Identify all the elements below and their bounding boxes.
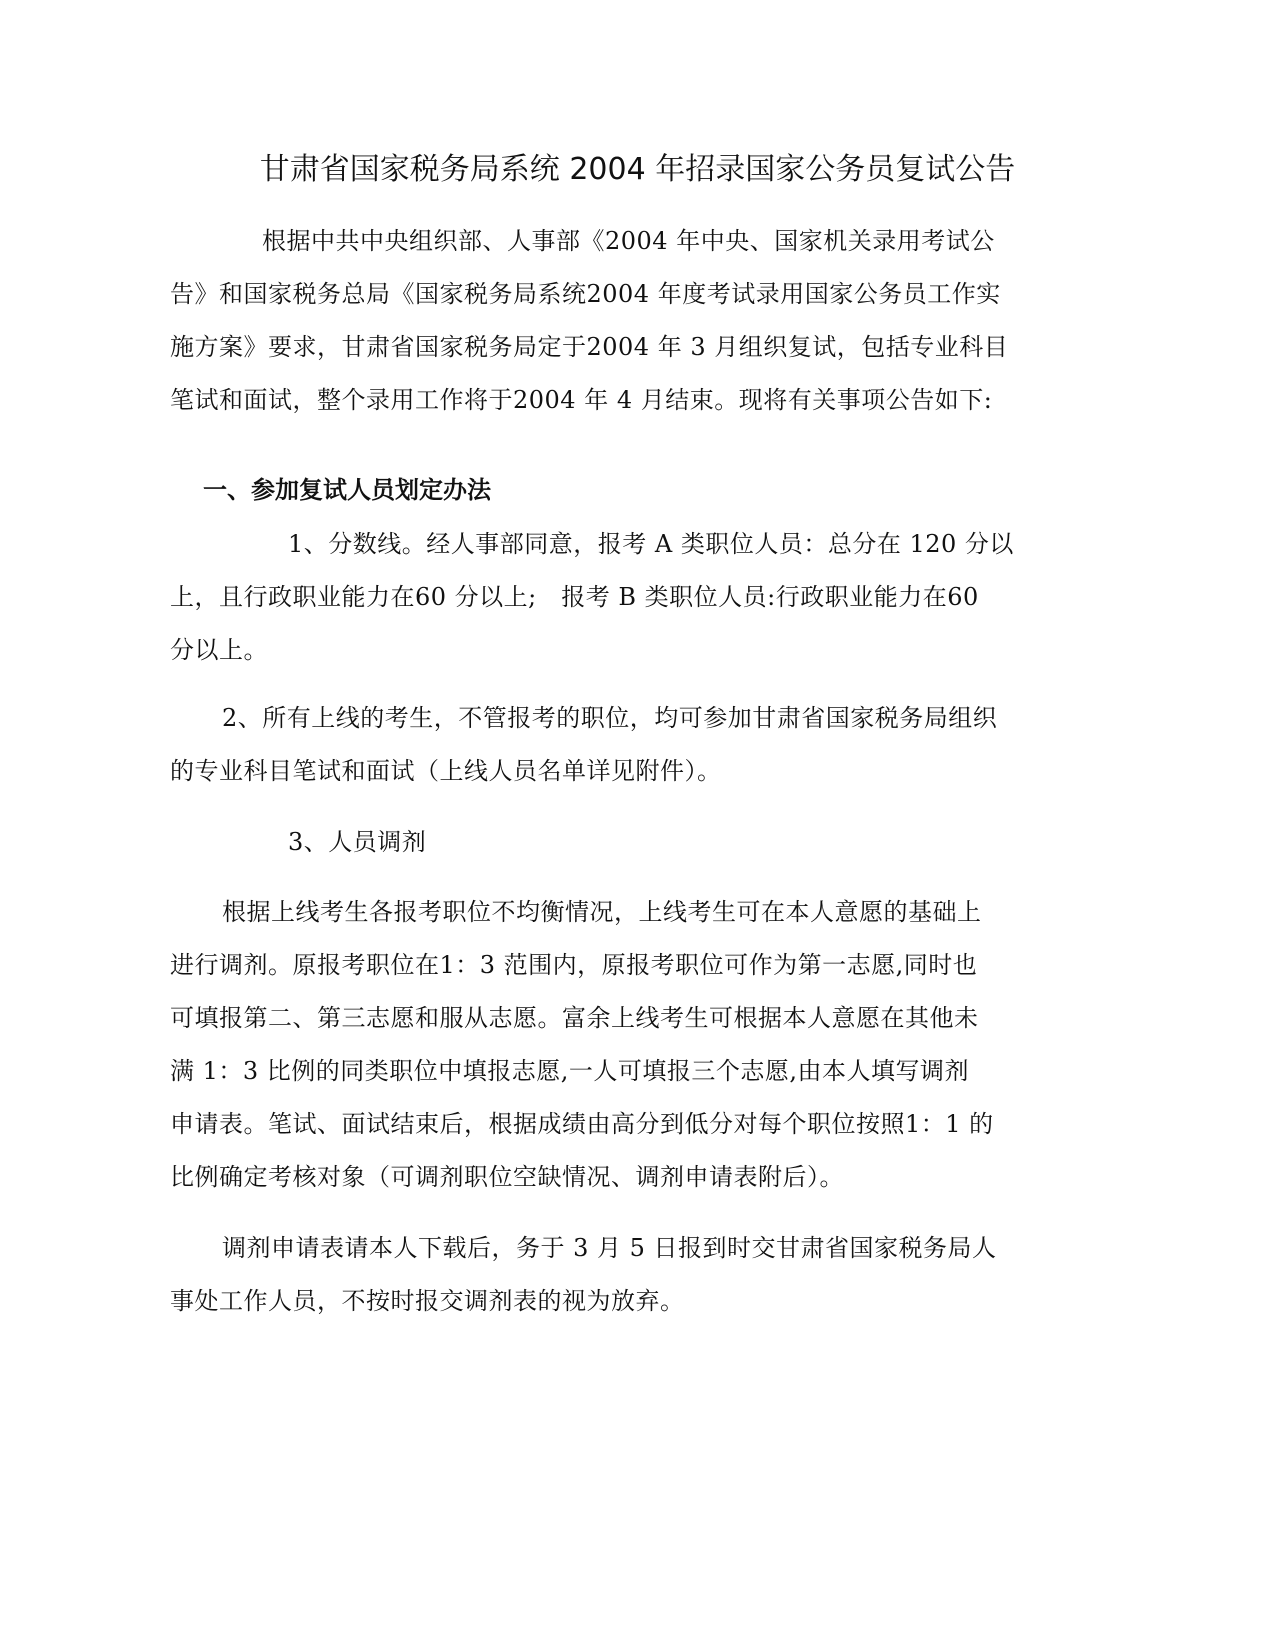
item-3-heading xyxy=(170,816,1130,869)
intro-line: 根据中共中央组织部、人事部《2004 年中央、国家机关录用考试公 xyxy=(262,227,995,255)
adjustment-line: 根据上线考生各报考职位不均衡情况，上线考生可在本人意愿的基础上 xyxy=(222,898,982,926)
adjustment-line: 申请表。笔试、面试结束后，根据成绩由高分到低分对每个职位按照1：1 的 xyxy=(170,1110,994,1138)
intro-line: 告》和国家税务总局《国家税务局系统2004 年度考试录用国家公务员工作实 xyxy=(170,280,1001,308)
section-heading: 一、参加复试人员划定办法 xyxy=(203,476,491,504)
item-1-line: 分以上。 xyxy=(170,636,268,664)
item-3-title: 3、人员调剂 xyxy=(288,828,427,856)
adjustment-line: 比例确定考核对象（可调剂职位空缺情况、调剂申请表附后）。 xyxy=(170,1163,844,1191)
document-title: 甘肃省国家税务局系统 2004 年招录国家公务员复试公告 xyxy=(259,152,1016,187)
submission-line: 事处工作人员，不按时报交调剂表的视为放弃。 xyxy=(170,1287,685,1315)
adjustment-line: 进行调剂。原报考职位在1：3 范围内，原报考职位可作为第一志愿,同时也 xyxy=(170,951,978,979)
adjustment-line: 满 1：3 比例的同类职位中填报志愿,一人可填报三个志愿,由本人填写调剂 xyxy=(170,1057,970,1085)
intro-line: 笔试和面试，整个录用工作将于2004 年 4 月结束。现将有关事项公告如下: xyxy=(170,386,993,414)
submission-line: 调剂申请表请本人下载后，务于 3 月 5 日报到时交甘肃省国家税务局人 xyxy=(222,1234,997,1262)
item-1-paragraph xyxy=(170,518,1130,677)
adjustment-line: 可填报第二、第三志愿和服从志愿。富余上线考生可根据本人意愿在其他未 xyxy=(170,1004,979,1032)
item-2-line: 2、所有上线的考生，不管报考的职位，均可参加甘肃省国家税务局组织 xyxy=(222,704,998,732)
item-1-line: 上，且行政职业能力在60 分以上; 报考 B 类职位人员:行政职业能力在60 xyxy=(170,583,979,611)
submission-paragraph xyxy=(170,1222,1130,1328)
item-2-line: 的专业科目笔试和面试（上线人员名单详见附件）。 xyxy=(170,757,722,785)
item-2-paragraph xyxy=(170,692,1130,798)
adjustment-paragraph xyxy=(170,886,1130,1204)
intro-line: 施方案》要求，甘肃省国家税务局定于2004 年 3 月组织复试，包括专业科目 xyxy=(170,333,1009,361)
intro-paragraph xyxy=(170,215,1130,427)
item-1-line: 1、分数线。经人事部同意，报考 A 类职位人员：总分在 120 分以 xyxy=(288,530,1014,558)
